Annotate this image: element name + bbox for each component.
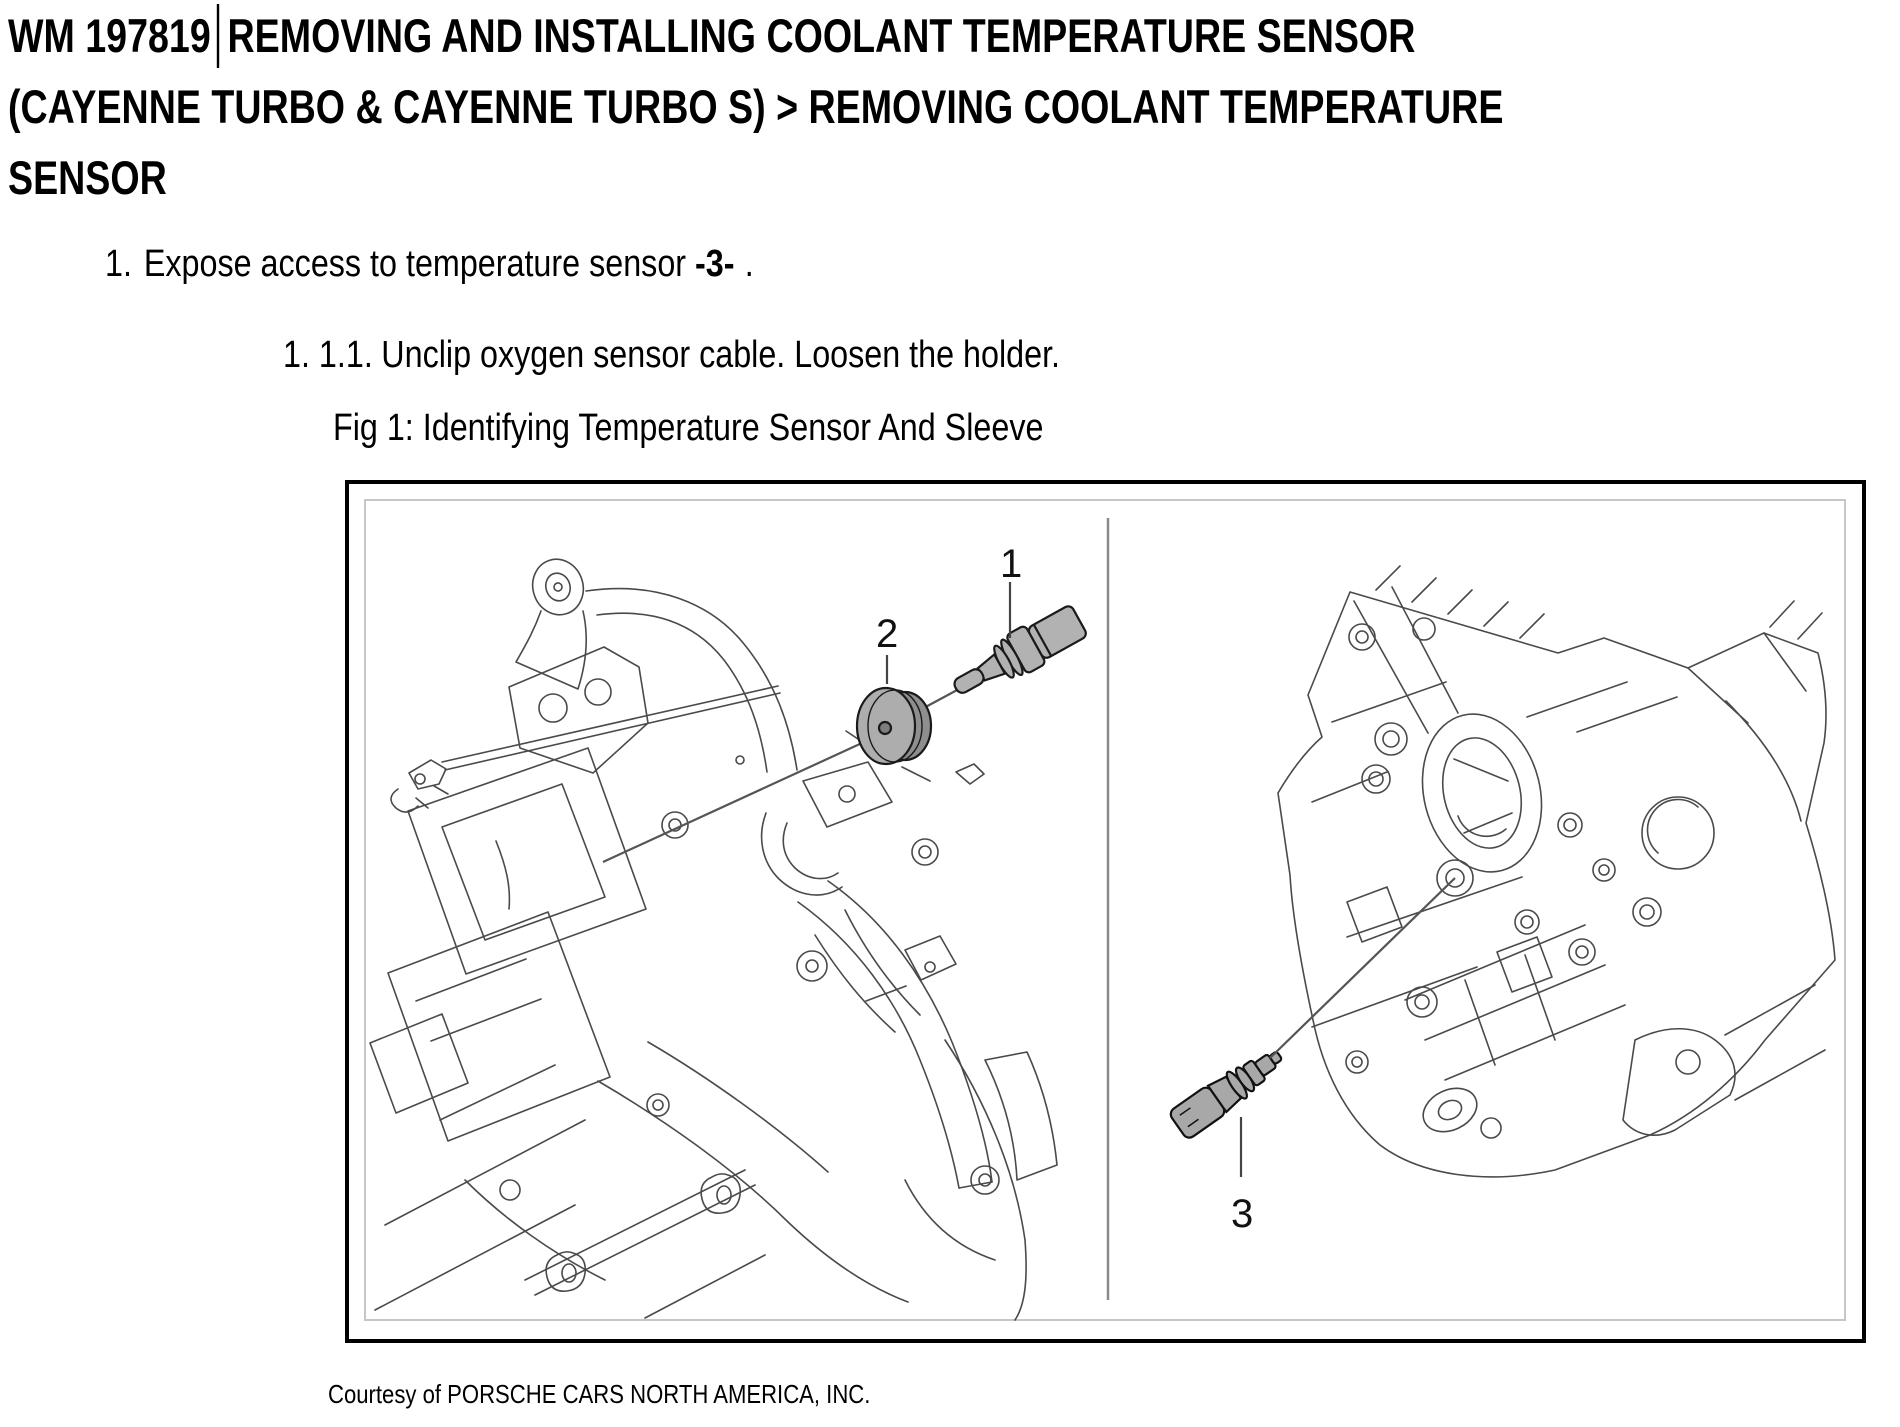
text-cursor xyxy=(217,4,219,68)
substep-1-text: Unclip oxygen sensor cable. Loosen the holder. xyxy=(381,334,1061,376)
figure-credit: Courtesy of PORSCHE CARS NORTH AMERICA, INC. xyxy=(328,1379,871,1409)
figure-outer-border xyxy=(347,482,1864,1341)
label-3-pointer-line xyxy=(1270,878,1455,1058)
title-line3: SENSOR xyxy=(8,151,167,204)
figure-inner-border xyxy=(365,500,1845,1320)
temperature-sensor-part xyxy=(945,601,1090,708)
step-1 xyxy=(105,243,754,285)
engine-assembly-drawing xyxy=(370,553,1057,1320)
figure-frame xyxy=(345,480,1866,1343)
sleeve-part xyxy=(857,688,931,764)
figure-label-3: 3 xyxy=(1231,1192,1254,1236)
page-title xyxy=(8,0,1877,213)
engine-block-drawing xyxy=(1278,566,1835,1177)
document-code: WM 197819 xyxy=(8,9,211,62)
figure-label-2: 2 xyxy=(876,612,899,656)
substep-1-number: 1. 1.1. xyxy=(283,334,373,376)
figure-label-1: 1 xyxy=(1000,542,1023,586)
step-1-part-ref: -3- xyxy=(695,243,735,285)
step-1-text: Expose access to temperature sensor xyxy=(143,243,687,285)
figure-1-illustration xyxy=(345,480,1866,1343)
substep-1-1 xyxy=(283,334,1060,376)
title-line2: (CAYENNE TURBO & CAYENNE TURBO S) > REMOVING COOLANT TEMPERATURE xyxy=(8,80,1504,133)
figure-caption: Fig 1: Identifying Temperature Sensor And Sleeve xyxy=(333,407,1044,449)
step-1-number: 1. xyxy=(105,243,132,285)
title-line1: REMOVING AND INSTALLING COOLANT TEMPERATURE SENSOR xyxy=(227,9,1416,62)
step-1-suffix: . xyxy=(744,243,754,285)
